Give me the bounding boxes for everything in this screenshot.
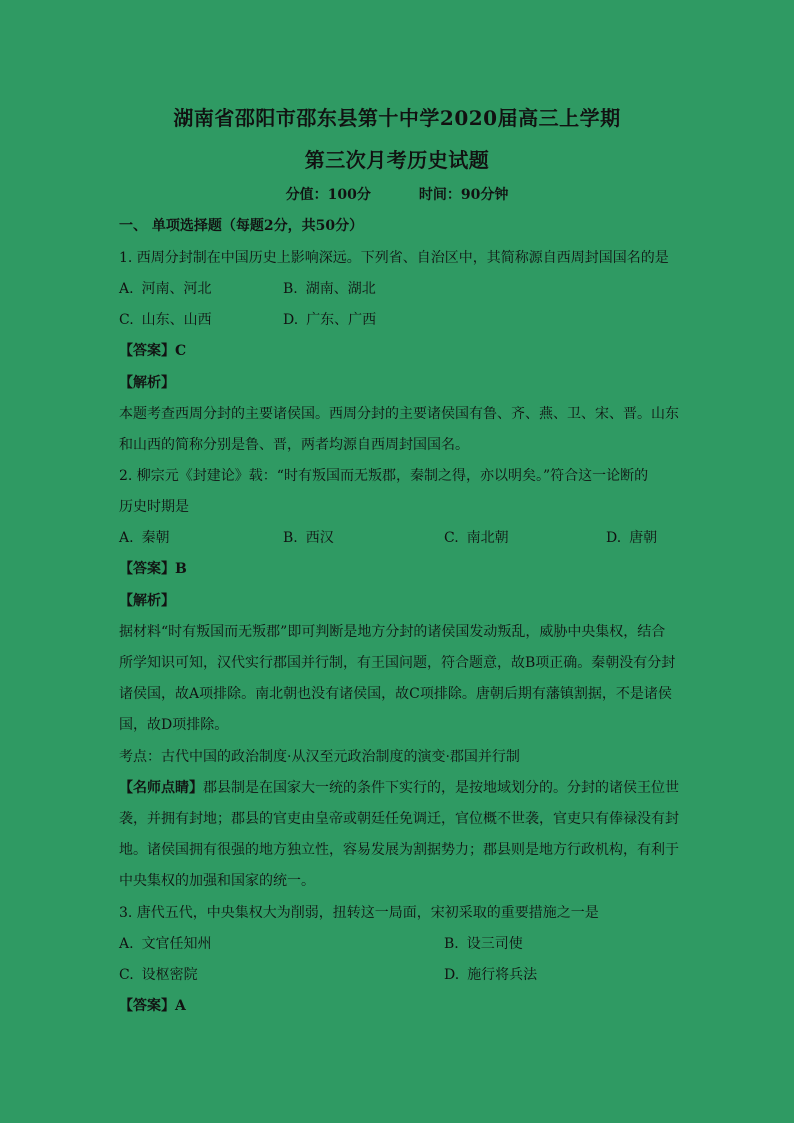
q1-analysis-label: 【解析】 xyxy=(119,375,175,391)
q2-stem-line-2: 历史时期是 xyxy=(119,499,189,515)
q2-analysis-line-4: 国，故D项排除。 xyxy=(119,717,229,733)
q2-mingshi-line-1: 【名师点睛】郡县制是在国家大一统的条件下实行的，是按地域划分的。分封的诸侯王位世 xyxy=(119,780,679,796)
section-heading: 一、 单项选择题（每题2分，共50分） xyxy=(119,218,364,234)
exam-title-line1: 湖南省邵阳市邵东县第十中学2020届高三上学期 xyxy=(173,106,621,130)
q1-analysis-line-2: 和山西的简称分别是鲁、晋，两者均源自西周封国国名。 xyxy=(119,437,469,453)
q3-answer: 【答案】A xyxy=(119,998,186,1014)
q3-option-b: B. 设三司使 xyxy=(444,936,523,952)
q2-analysis-label: 【解析】 xyxy=(119,593,175,609)
q2-mingshi-line-3: 地。诸侯国拥有很强的地方独立性，容易发展为割据势力；郡县则是地方行政机构，有利于 xyxy=(119,842,679,858)
q1-stem: 1. 西周分封制在中国历史上影响深远。下列省、自治区中，其简称源自西周封国国名的是 xyxy=(119,250,669,266)
time-info: 时间：90分钟 xyxy=(418,187,509,203)
q2-option-d: D. 唐朝 xyxy=(606,530,658,546)
q1-analysis-line-1: 本题考查西周分封的主要诸侯国。西周分封的主要诸侯国有鲁、齐、燕、卫、宋、晋。山东 xyxy=(119,406,679,422)
q2-option-a: A. 秦朝 xyxy=(119,530,170,546)
q3-stem: 3. 唐代五代，中央集权大为削弱，扭转这一局面，宋初采取的重要措施之一是 xyxy=(119,905,599,921)
score-info: 分值：100分 xyxy=(285,187,371,203)
q1-option-c: C. 山东、山西 xyxy=(119,312,212,328)
q2-mingshi-label: 【名师点睛】 xyxy=(119,780,203,796)
q2-option-b: B. 西汉 xyxy=(283,530,334,546)
q2-stem-line-1: 2. 柳宗元《封建论》载：“时有叛国而无叛郡，秦制之得，亦以明矣。”符合这一论断的 xyxy=(119,468,649,484)
q2-analysis-line-3: 诸侯国，故A项排除。南北朝也没有诸侯国，故C项排除。唐朝后期有藩镇割据，不是诸侯 xyxy=(119,686,672,702)
q2-mingshi-line-4: 中央集权的加强和国家的统一。 xyxy=(119,873,315,889)
q1-option-d: D. 广东、广西 xyxy=(283,312,377,328)
q2-kaodian: 考点：古代中国的政治制度·从汉至元政治制度的演变·郡国并行制 xyxy=(119,749,520,765)
q3-option-a: A. 文官任知州 xyxy=(119,936,212,952)
q1-option-b: B. 湖南、湖北 xyxy=(283,281,376,297)
q2-mingshi-line-2: 袭，并拥有封地；郡县的官吏由皇帝或朝廷任免调迁，官位概不世袭，官吏只有俸禄没有封 xyxy=(119,811,679,827)
exam-meta xyxy=(0,185,794,205)
q2-analysis-line-1: 据材料“时有叛国而无叛郡”即可判断是地方分封的诸侯国发动叛乱，威胁中央集权，结合 xyxy=(119,624,666,640)
q2-answer: 【答案】B xyxy=(119,561,187,577)
q1-option-a: A. 河南、河北 xyxy=(119,281,212,297)
q3-option-c: C. 设枢密院 xyxy=(119,967,198,983)
q3-option-d: D. 施行将兵法 xyxy=(444,967,538,983)
exam-title-line2: 第三次月考历史试题 xyxy=(304,148,490,172)
q2-option-c: C. 南北朝 xyxy=(444,530,509,546)
q2-analysis-line-2: 所学知识可知，汉代实行郡国并行制，有王国问题，符合题意，故B项正确。秦朝没有分封 xyxy=(119,655,676,671)
q1-answer: 【答案】C xyxy=(119,343,187,359)
